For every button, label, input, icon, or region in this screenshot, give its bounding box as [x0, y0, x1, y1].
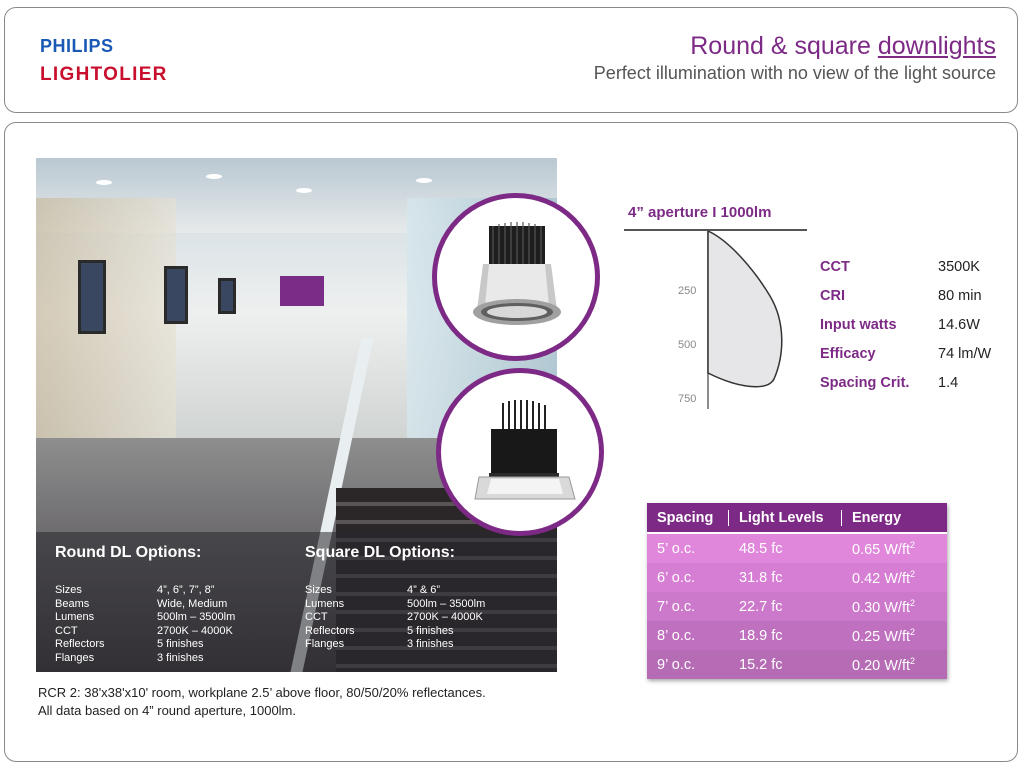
square-option-row [305, 584, 485, 598]
spec-row [820, 281, 991, 310]
spec-label: CRI [820, 287, 845, 304]
option-value: 2700K – 4000K [407, 611, 483, 624]
photometric-heading: 4” aperture I 1000lm [628, 204, 772, 221]
spec-label: CCT [820, 258, 850, 275]
option-value: 500lm – 3500lm [157, 611, 236, 624]
option-value: 4” & 6” [407, 584, 441, 596]
round-option-row [55, 652, 235, 666]
spec-row [820, 310, 991, 339]
option-label: Flanges [55, 651, 95, 664]
spec-label: Input watts [820, 316, 897, 333]
option-label: Lumens [305, 597, 345, 610]
table-row [647, 534, 947, 563]
energy-cell [842, 627, 947, 645]
option-value: 5 finishes [157, 638, 204, 651]
square-options [305, 544, 485, 652]
table-row [647, 592, 947, 621]
spec-row [820, 339, 991, 368]
ceiling-light [296, 188, 312, 193]
spacing-table [647, 503, 947, 679]
square-option-row [305, 638, 485, 652]
option-label: CCT [305, 611, 328, 624]
light-level-cell: 48.5 fc [739, 540, 783, 557]
spacing-cell: 8’ o.c. [657, 627, 696, 644]
spec-value: 74 lm/W [938, 345, 992, 362]
table-row [647, 563, 947, 592]
spec-value: 80 min [938, 287, 982, 304]
table-row [647, 621, 947, 650]
option-label: CCT [55, 624, 78, 637]
spec-label: Efficacy [820, 345, 876, 362]
square-downlight-icon [441, 373, 599, 531]
round-option-row [55, 625, 235, 639]
option-value: 2700K – 4000K [157, 624, 233, 637]
superscript: 2 [910, 626, 916, 637]
option-value: 3 finishes [157, 651, 204, 664]
round-option-row [55, 598, 235, 612]
spec-value: 1.4 [938, 374, 959, 391]
spacing-cell: 9’ o.c. [657, 656, 696, 673]
option-value: 4”, 6”, 7”, 8” [157, 584, 215, 596]
option-label: Beams [55, 597, 90, 610]
option-label: Lumens [55, 611, 95, 624]
option-label: Reflectors [305, 624, 355, 637]
ceiling-light [416, 178, 432, 183]
option-value: 500lm – 3500lm [407, 597, 486, 610]
column-header: Spacing [647, 510, 729, 526]
energy-value: 0.20 W/ft [852, 657, 911, 674]
spec-label: Spacing Crit. [820, 374, 910, 391]
superscript: 2 [910, 597, 916, 608]
option-value: Wide, Medium [157, 597, 228, 610]
light-level-cell: 18.9 fc [739, 627, 783, 644]
option-value: 3 finishes [407, 638, 454, 651]
light-level-cell: 31.8 fc [739, 569, 783, 586]
title-prefix: Round & square [690, 32, 878, 60]
square-downlight-image [436, 368, 604, 536]
superscript: 2 [910, 568, 916, 579]
spec-value: 3500K [938, 258, 980, 275]
column-header: Energy [852, 509, 902, 526]
superscript: 2 [910, 655, 916, 666]
spacing-cell: 7’ o.c. [657, 598, 696, 615]
philips-logo: PHILIPS [40, 36, 114, 56]
light-level-cell: 22.7 fc [739, 598, 783, 615]
photo-painting [78, 260, 106, 334]
photometric-diagram [660, 231, 800, 411]
spec-row [820, 368, 991, 397]
option-value: 5 finishes [407, 624, 454, 637]
round-downlight-image [432, 193, 600, 361]
light-distribution-curve [708, 231, 782, 387]
footnote-line: All data based on 4” round aperture, 1000lm. [38, 703, 297, 718]
option-label: Sizes [305, 584, 332, 596]
page-title [594, 31, 996, 61]
photo-painting [218, 278, 236, 314]
footnote [38, 684, 486, 720]
downlights-link[interactable]: downlights [877, 32, 996, 60]
lightolier-logo: LIGHTOLIER [40, 64, 168, 85]
spec-list [820, 252, 991, 397]
round-option-row [55, 611, 235, 625]
energy-value: 0.25 W/ft [852, 628, 911, 645]
energy-cell [842, 598, 947, 616]
round-options-title: Round DL Options: [55, 544, 202, 561]
table-row [647, 650, 947, 679]
column-header: Light Levels [729, 510, 842, 526]
energy-value: 0.65 W/ft [852, 541, 911, 558]
round-options [55, 544, 235, 666]
round-option-row [55, 638, 235, 652]
diagram-tick-label: 500 [678, 339, 697, 351]
footnote-line: RCR 2: 38'x38'x10' room, workplane 2.5’ above floor, 80/50/20% reflectances. [38, 685, 486, 700]
spec-value: 14.6W [938, 316, 980, 333]
energy-cell [842, 540, 947, 558]
energy-cell [842, 569, 947, 587]
diagram-tick-label: 250 [678, 285, 697, 297]
ceiling-light [206, 174, 222, 179]
photo-painting [164, 266, 188, 324]
spacing-cell: 6’ o.c. [657, 569, 696, 586]
diagram-tick-label: 750 [678, 393, 697, 405]
option-label: Sizes [55, 584, 82, 596]
superscript: 2 [910, 539, 916, 550]
energy-value: 0.42 W/ft [852, 570, 911, 587]
photo-screen [280, 276, 324, 306]
page-heading [594, 31, 996, 85]
energy-cell [842, 656, 947, 674]
page-subtitle: Perfect illumination with no view of the light source [593, 63, 996, 83]
square-option-row [305, 625, 485, 639]
square-options-title: Square DL Options: [305, 544, 455, 561]
table-header-row [647, 503, 947, 534]
round-downlight-icon [437, 198, 595, 356]
spec-row [820, 252, 991, 281]
option-label: Flanges [305, 638, 345, 651]
energy-value: 0.30 W/ft [852, 599, 911, 616]
spacing-cell: 5’ o.c. [657, 540, 696, 557]
ceiling-light [96, 180, 112, 185]
round-option-row [55, 584, 235, 598]
light-level-cell: 15.2 fc [739, 656, 783, 673]
square-option-row [305, 598, 485, 612]
square-option-row [305, 611, 485, 625]
option-label: Reflectors [55, 638, 105, 651]
